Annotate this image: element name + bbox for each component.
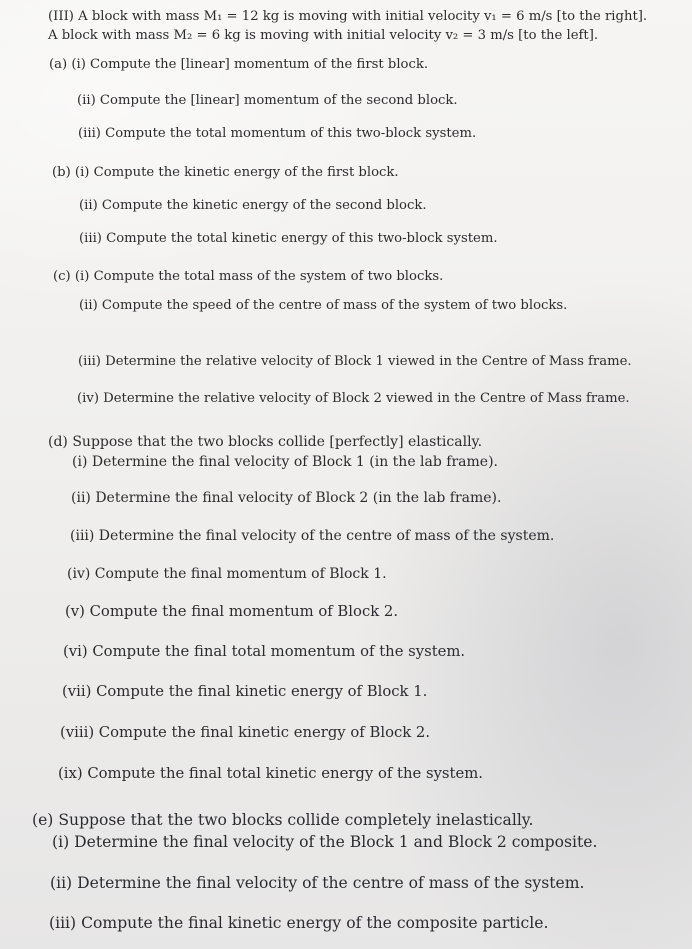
part-d-ix: (ix) Compute the final total kinetic energy of the system. [58,765,483,782]
part-b-iii: (iii) Compute the total kinetic energy of this two-block system. [79,231,498,246]
part-e-iii: (iii) Compute the final kinetic energy of the composite particle. [49,914,549,932]
part-e-i: (i) Determine the final velocity of the Block 1 and Block 2 composite. [52,833,598,851]
part-d-vii: (vii) Compute the final kinetic energy of Block 1. [62,683,428,700]
part-d-vi: (vi) Compute the final total momentum of the system. [63,643,466,660]
part-e-intro: (e) Suppose that the two blocks collide completely inelastically. [32,811,534,829]
part-d-intro: (d) Suppose that the two blocks collide [perfectly] elastically. [48,434,483,450]
part-a-ii: (ii) Compute the [linear] momentum of the second block. [77,93,458,108]
part-b-i: (b) (i) Compute the kinetic energy of the first block. [52,165,399,180]
part-c-iv: (iv) Determine the relative velocity of Block 2 viewed in the Centre of Mass frame. [77,391,630,406]
part-d-iv: (iv) Compute the final momentum of Block 1. [67,566,387,582]
problem-intro-line-1: (III) A block with mass M₁ = 12 kg is moving with initial velocity v₁ = 6 m/s [to the right]. [48,9,648,24]
part-d-ii: (ii) Determine the final velocity of Block 2 (in the lab frame). [71,490,502,506]
part-d-viii: (viii) Compute the final kinetic energy of Block 2. [60,724,431,741]
part-b-ii: (ii) Compute the kinetic energy of the second block. [79,198,427,213]
part-c-i: (c) (i) Compute the total mass of the system of two blocks. [53,269,444,284]
part-a-i: (a) (i) Compute the [linear] momentum of the first block. [49,57,429,72]
part-e-ii: (ii) Determine the final velocity of the centre of mass of the system. [50,874,585,892]
part-d-iii: (iii) Determine the final velocity of the centre of mass of the system. [70,528,555,544]
problem-intro-line-2: A block with mass M₂ = 6 kg is moving with initial velocity v₂ = 3 m/s [to the left]. [48,28,599,43]
part-c-ii: (ii) Compute the speed of the centre of mass of the system of two blocks. [79,298,568,313]
part-d-v: (v) Compute the final momentum of Block 2. [65,603,399,620]
part-d-i: (i) Determine the final velocity of Block 1 (in the lab frame). [72,454,498,470]
part-a-iii: (iii) Compute the total momentum of this two-block system. [78,126,477,141]
part-c-iii: (iii) Determine the relative velocity of Block 1 viewed in the Centre of Mass frame. [78,354,632,369]
